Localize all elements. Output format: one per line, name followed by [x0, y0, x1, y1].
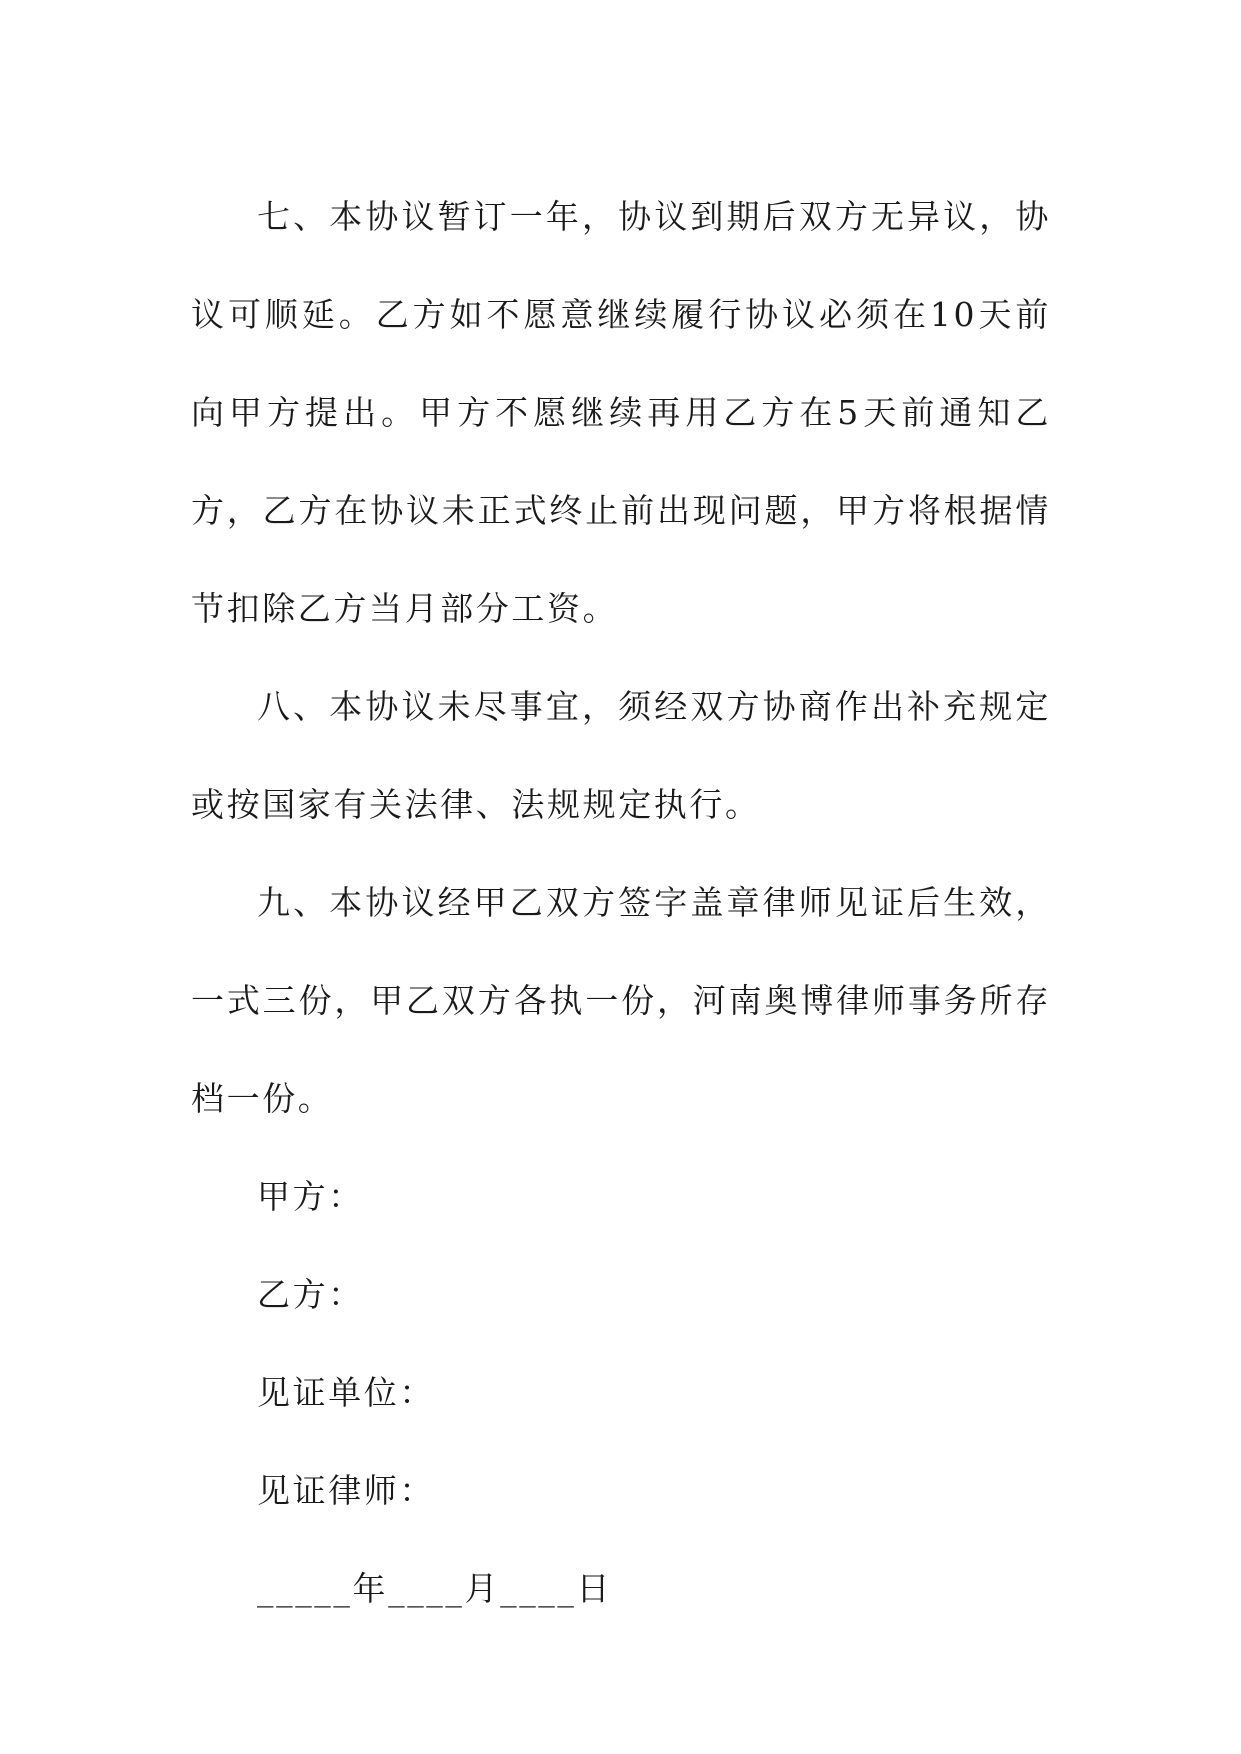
clause-eight-paragraph: 八、本协议未尽事宜，须经双方协商作出补充规定或按国家有关法律、法规规定执行。 [191, 687, 1051, 824]
clause-seven-paragraph: 七、本协议暂订一年，协议到期后双方无异议，协议可顺延。乙方如不愿意继续履行协议必须在10天前向甲方提出。甲方不愿继续再用乙方在5天前通知乙方，乙方在协议未正式终止前出现问题，甲方将根据情节扣除乙方当月部分工资。 [191, 197, 1051, 628]
document-body [191, 168, 1051, 1638]
party-b-signature-label: 乙方： [257, 1275, 364, 1314]
signing-date-line: _____年____月____日 [257, 1569, 613, 1608]
party-a-signature-label: 甲方： [257, 1177, 364, 1216]
witness-lawyer-label: 见证律师： [257, 1471, 435, 1510]
witness-unit-label: 见证单位： [257, 1373, 435, 1412]
clause-nine-paragraph: 九、本协议经甲乙双方签字盖章律师见证后生效，一式三份，甲乙双方各执一份，河南奥博律师事务所存档一份。 [191, 883, 1051, 1118]
